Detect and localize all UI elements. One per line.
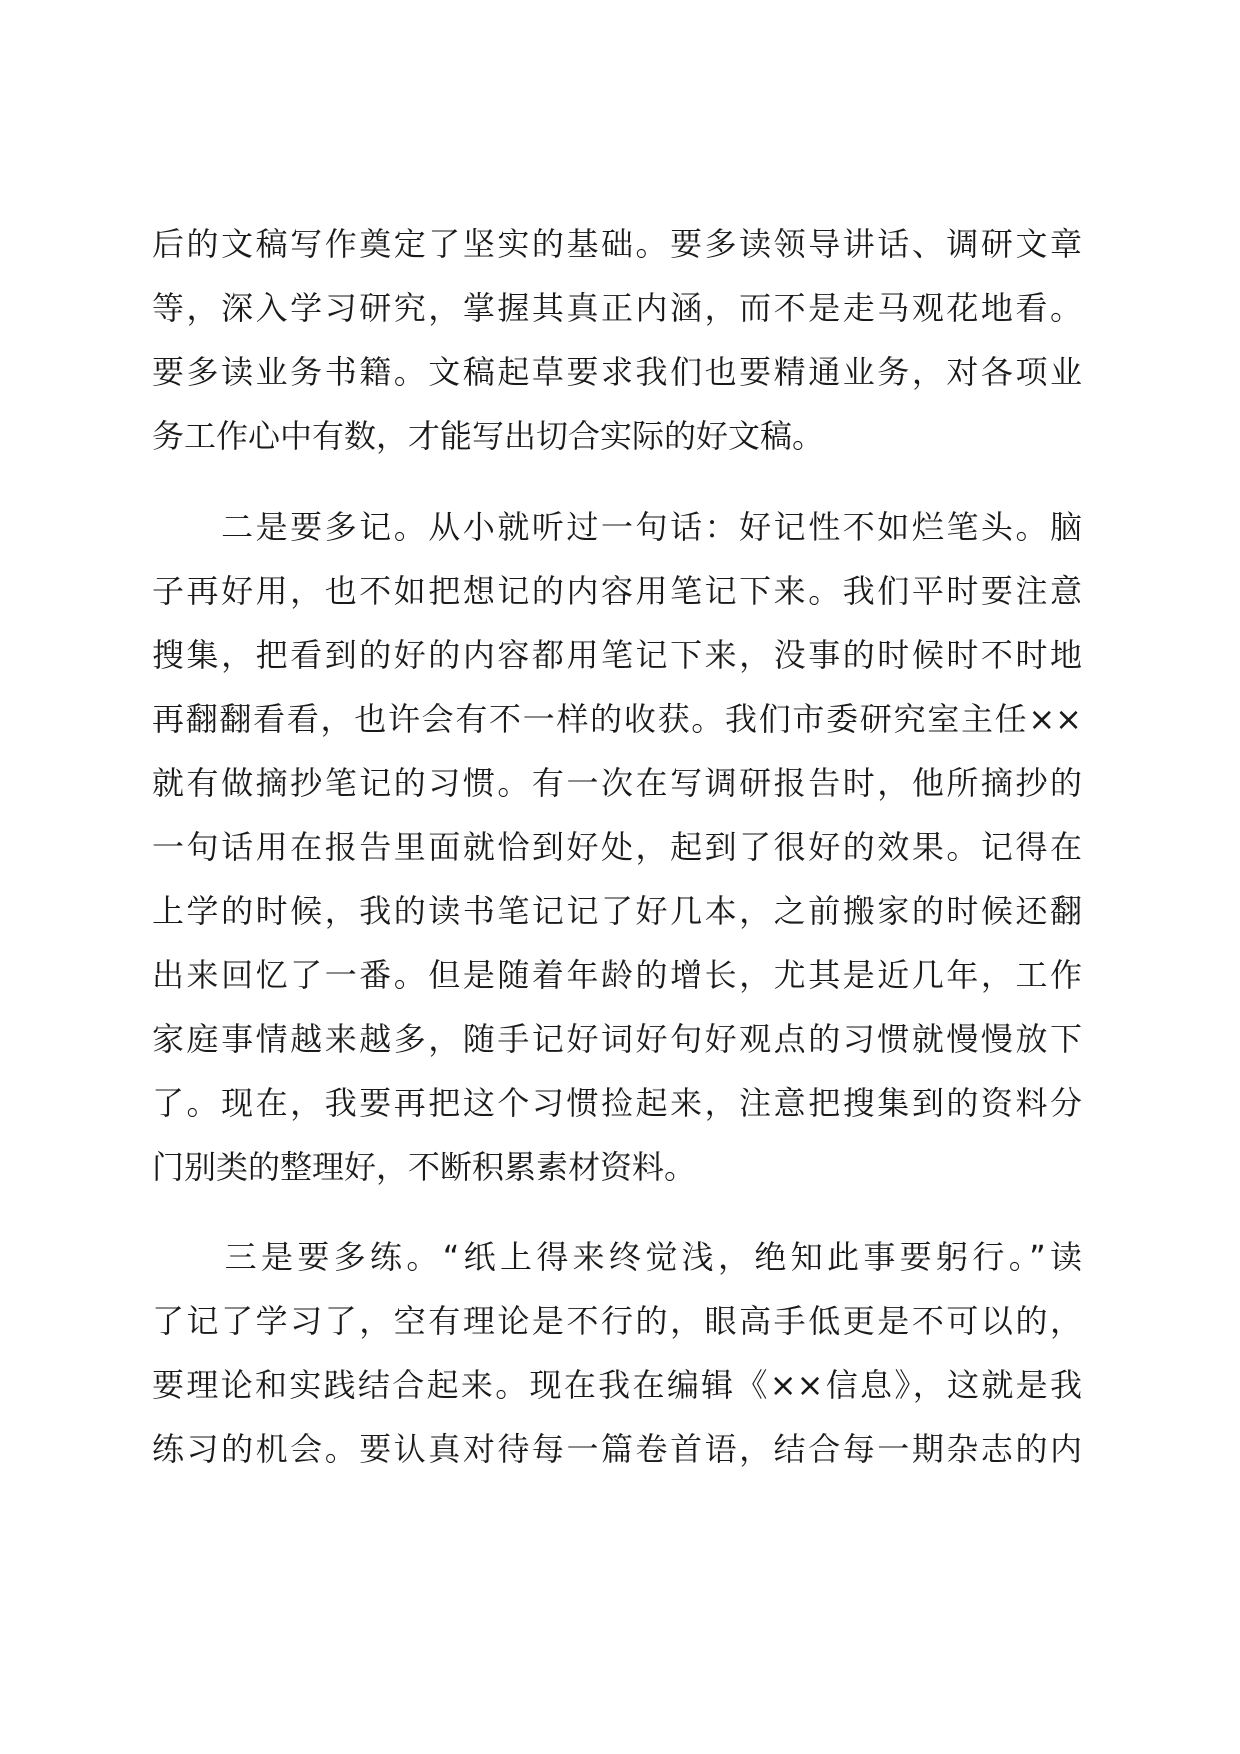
text-line: 等，深入学习研究，掌握其真正内涵，而不是走马观花地看。	[152, 289, 1082, 327]
text-line: 出来回忆了一番。但是随着年龄的增长，尤其是近几年，工作	[152, 956, 1082, 994]
text-line-last: 门别类的整理好，不断积累素材资料。	[152, 1148, 697, 1186]
text-line: 要理论和实践结合起来。现在我在编辑《××信息》，这就是我	[152, 1366, 1082, 1404]
text-line: 三是要多练。“纸上得来终觉浅，绝知此事要躬行。”读	[152, 1238, 1082, 1276]
text-line: 二是要多记。从小就听过一句话：好记性不如烂笔头。脑	[152, 508, 1082, 546]
text-line: 子再好用，也不如把想记的内容用笔记下来。我们平时要注意	[152, 572, 1082, 610]
text-line: 一句话用在报告里面就恰到好处，起到了很好的效果。记得在	[152, 828, 1082, 866]
text-line: 后的文稿写作奠定了坚实的基础。要多读领导讲话、调研文章	[152, 225, 1082, 263]
text-line: 搜集，把看到的好的内容都用笔记下来，没事的时候时不时地	[152, 636, 1082, 674]
paragraph-reading	[152, 212, 1082, 468]
text-line: 要多读业务书籍。文稿起草要求我们也要精通业务，对各项业	[152, 353, 1082, 391]
paragraph-take-notes	[152, 495, 1082, 1199]
text-line-last: 务工作心中有数，才能写出切合实际的好文稿。	[152, 417, 825, 455]
text-line: 练习的机会。要认真对待每一篇卷首语，结合每一期杂志的内	[152, 1430, 1082, 1468]
text-line: 了。现在，我要再把这个习惯捡起来，注意把搜集到的资料分	[152, 1084, 1082, 1122]
text-line: 再翻翻看看，也许会有不一样的收获。我们市委研究室主任××	[152, 700, 1082, 738]
text-line: 家庭事情越来越多，随手记好词好句好观点的习惯就慢慢放下	[152, 1020, 1082, 1058]
paragraph-practice	[152, 1225, 1082, 1481]
text-line: 就有做摘抄笔记的习惯。有一次在写调研报告时，他所摘抄的	[152, 764, 1082, 802]
text-line: 了记了学习了，空有理论是不行的，眼高手低更是不可以的，	[152, 1302, 1082, 1340]
text-line: 上学的时候，我的读书笔记记了好几本，之前搬家的时候还翻	[152, 892, 1082, 930]
